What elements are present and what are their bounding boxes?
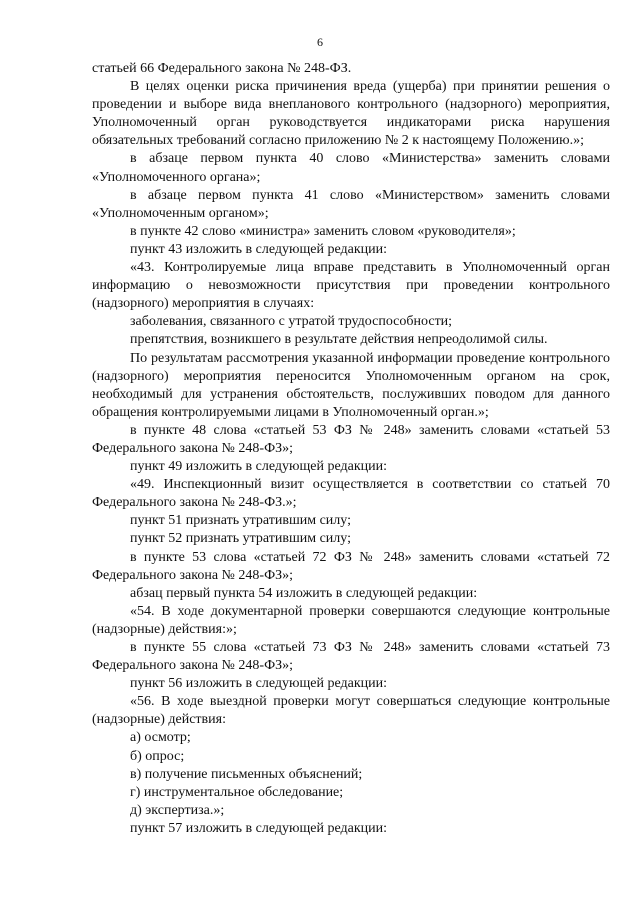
paragraph: в пункте 42 слово «министра» заменить словом «руководителя»; (130, 223, 516, 239)
paragraph: По результатам рассмотрения указанной информации проведение контрольного (надзорного) мероприятия переносится Уполномоченным органом на срок, необходимый для устранения обстоятельств, послуживших поводом для данного обращения контролируемыми лицами в Уполномоченный орган.»; (92, 350, 610, 420)
paragraph: пункт 43 изложить в следующей редакции: (130, 241, 387, 257)
paragraph: заболевания, связанного с утратой трудоспособности; (130, 314, 453, 330)
paragraph: «56. В ходе выездной проверки могут совершаться следующие контрольные (надзорные) действия: (92, 694, 610, 728)
paragraph: статьей 66 Федерального закона № 248-ФЗ. (92, 61, 352, 76)
paragraph: пункт 56 изложить в следующей редакции: (130, 676, 387, 692)
paragraph: «49. Инспекционный визит осуществляется в соответствии со статьей 70 Федерального закона № 248-ФЗ.»; (92, 477, 610, 511)
paragraph: в пункте 53 слова «статьей 72 ФЗ № 248» заменить словами «статьей 72 Федерального закона № 248-ФЗ»; (92, 549, 610, 583)
list-item: б) опрос; (130, 748, 185, 764)
paragraph: абзац первый пункта 54 изложить в следующей редакции: (130, 585, 478, 601)
paragraph: в абзаце первом пункта 40 слово «Министерства» заменить словами «Уполномоченного органа»; (92, 151, 610, 185)
paragraph: препятствия, возникшего в результате действия непреодолимой силы. (130, 332, 548, 348)
paragraph: пункт 52 признать утратившим силу; (130, 531, 351, 547)
list-item: в) получение письменных объяснений; (130, 766, 363, 782)
paragraph: пункт 57 изложить в следующей редакции: (130, 820, 387, 836)
paragraph: пункт 49 изложить в следующей редакции: (130, 459, 387, 475)
paragraph: в пункте 55 слова «статьей 73 ФЗ № 248» заменить словами «статьей 73 Федерального закона № 248-ФЗ»; (92, 640, 610, 674)
list-item: г) инструментальное обследование; (130, 784, 344, 800)
paragraph: в абзаце первом пункта 41 слово «Министерством» заменить словами «Уполномоченным органом»; (92, 187, 610, 221)
page-number: 6 (317, 35, 323, 49)
document-body (92, 60, 610, 838)
paragraph: «54. В ходе документарной проверки совершаются следующие контрольные (надзорные) действия:»; (92, 603, 610, 637)
paragraph: «43. Контролируемые лица вправе представить в Уполномоченный орган информацию о невозможности присутствия при проведении контрольного (надзорного) мероприятия в случаях: (92, 260, 610, 312)
list-item: а) осмотр; (130, 730, 191, 746)
list-item: д) экспертиза.»; (130, 802, 225, 818)
paragraph: пункт 51 признать утратившим силу; (130, 513, 351, 529)
paragraph: В целях оценки риска причинения вреда (ущерба) при принятии решения о проведении и выборе вида внепланового контрольного (надзорного) мероприятия, Уполномоченный орган руководствуется индикаторами риска нарушения обязательных требований согласно приложению № 2 к настоящему Положению.»; (92, 79, 610, 149)
paragraph: в пункте 48 слова «статьей 53 ФЗ № 248» заменить словами «статьей 53 Федерального закона № 248-ФЗ»; (92, 422, 610, 456)
